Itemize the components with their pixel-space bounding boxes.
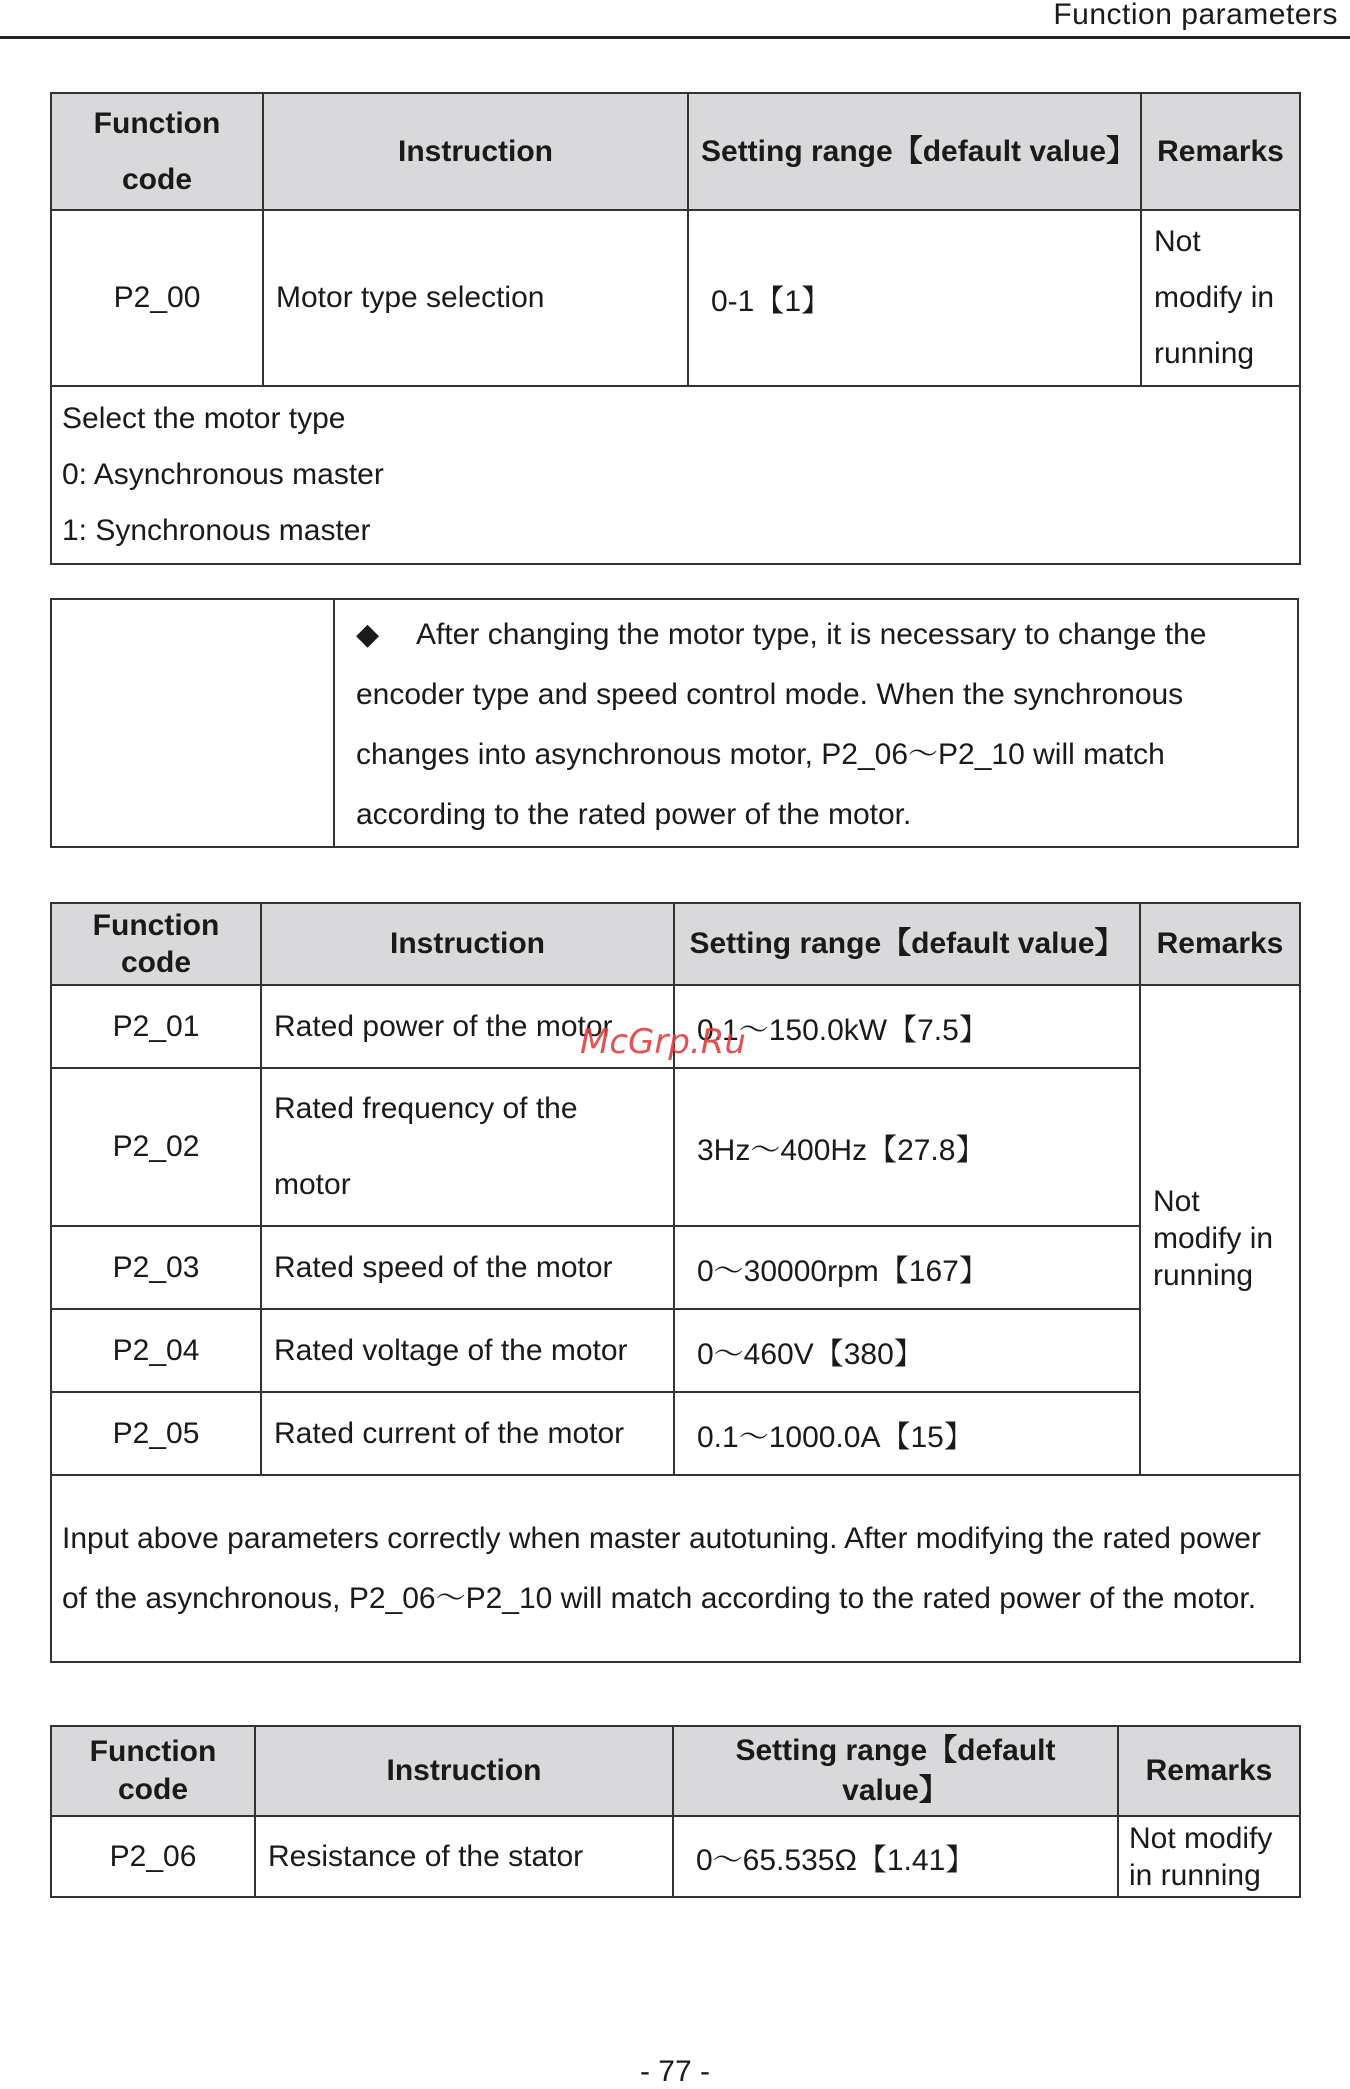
instruction-cell: Motor type selection xyxy=(263,210,688,386)
col-header-function-code: Function code xyxy=(51,903,261,985)
col-header-instruction: Instruction xyxy=(255,1726,673,1816)
note-blank-cell xyxy=(51,599,334,847)
col-header-remarks: Remarks xyxy=(1141,93,1300,210)
remarks-cell: Not modify in running xyxy=(1140,985,1300,1475)
watermark-text: McGrp.Ru xyxy=(580,1022,746,1062)
setting-range-cell: 3Hz～400Hz【27.8】 xyxy=(674,1068,1140,1226)
param-table-p2-06 xyxy=(50,1725,1301,1898)
diamond-bullet-icon: ◆ xyxy=(356,618,380,651)
col-header-setting-range: Setting range【default value】 xyxy=(688,93,1141,210)
description-cell: Input above parameters correctly when master autotuning. After modifying the rated power of the asynchronous, P2_06～P2_10 will match according to the rated power of the motor. xyxy=(51,1475,1300,1662)
instruction-cell: Rated power of the motor xyxy=(261,985,674,1068)
instruction-cell: Rated frequency of the motor xyxy=(261,1068,674,1226)
instruction-cell: Rated current of the motor xyxy=(261,1392,674,1475)
col-header-remarks: Remarks xyxy=(1118,1726,1300,1816)
page-header-title: Function parameters xyxy=(1053,0,1338,31)
function-code-cell: P2_06 xyxy=(51,1816,255,1897)
col-header-instruction: Instruction xyxy=(263,93,688,210)
function-code-cell: P2_01 xyxy=(51,985,261,1068)
note-box xyxy=(50,598,1299,848)
description-cell xyxy=(51,386,1300,564)
function-code-cell: P2_03 xyxy=(51,1226,261,1309)
col-header-function-code: Function code xyxy=(51,93,263,210)
function-code-cell: P2_02 xyxy=(51,1068,261,1226)
function-code-cell: P2_00 xyxy=(51,210,263,386)
col-header-setting-range: Setting range【default value】 xyxy=(674,903,1140,985)
function-code-cell: P2_05 xyxy=(51,1392,261,1475)
col-header-setting-range: Setting range【default value】 xyxy=(673,1726,1118,1816)
note-text: After changing the motor type, it is necessary to change the encoder type and speed control mode. When the synchronous changes into asynchronous motor, P2_06～P2_10 will match according to the rated power of the motor. xyxy=(356,618,1207,831)
col-header-function-code: Function code xyxy=(51,1726,255,1816)
instruction-cell: Resistance of the stator xyxy=(255,1816,673,1897)
note-text-cell xyxy=(334,599,1298,847)
setting-range-cell: 0～460V【380】 xyxy=(674,1309,1140,1392)
remarks-cell: Not modify in running xyxy=(1118,1816,1300,1897)
page-number: - 77 - xyxy=(639,2055,711,2088)
setting-range-cell: 0.1～1000.0A【15】 xyxy=(674,1392,1140,1475)
param-table-p2-01-05 xyxy=(50,902,1301,1663)
setting-range-cell: 0.1～150.0kW【7.5】 xyxy=(674,985,1140,1068)
description-line: Select the motor type xyxy=(62,402,346,435)
remarks-cell: Not modify in running xyxy=(1141,210,1300,386)
col-header-instruction: Instruction xyxy=(261,903,674,985)
header-divider xyxy=(0,36,1350,39)
setting-range-cell: 0～65.535Ω【1.41】 xyxy=(673,1816,1118,1897)
description-line: 1: Synchronous master xyxy=(62,514,371,547)
col-header-remarks: Remarks xyxy=(1140,903,1300,985)
param-table-p2-00 xyxy=(50,92,1301,565)
description-line: 0: Asynchronous master xyxy=(62,458,384,491)
instruction-cell: Rated speed of the motor xyxy=(261,1226,674,1309)
setting-range-cell: 0-1【1】 xyxy=(688,210,1141,386)
setting-range-cell: 0～30000rpm【167】 xyxy=(674,1226,1140,1309)
instruction-cell: Rated voltage of the motor xyxy=(261,1309,674,1392)
function-code-cell: P2_04 xyxy=(51,1309,261,1392)
